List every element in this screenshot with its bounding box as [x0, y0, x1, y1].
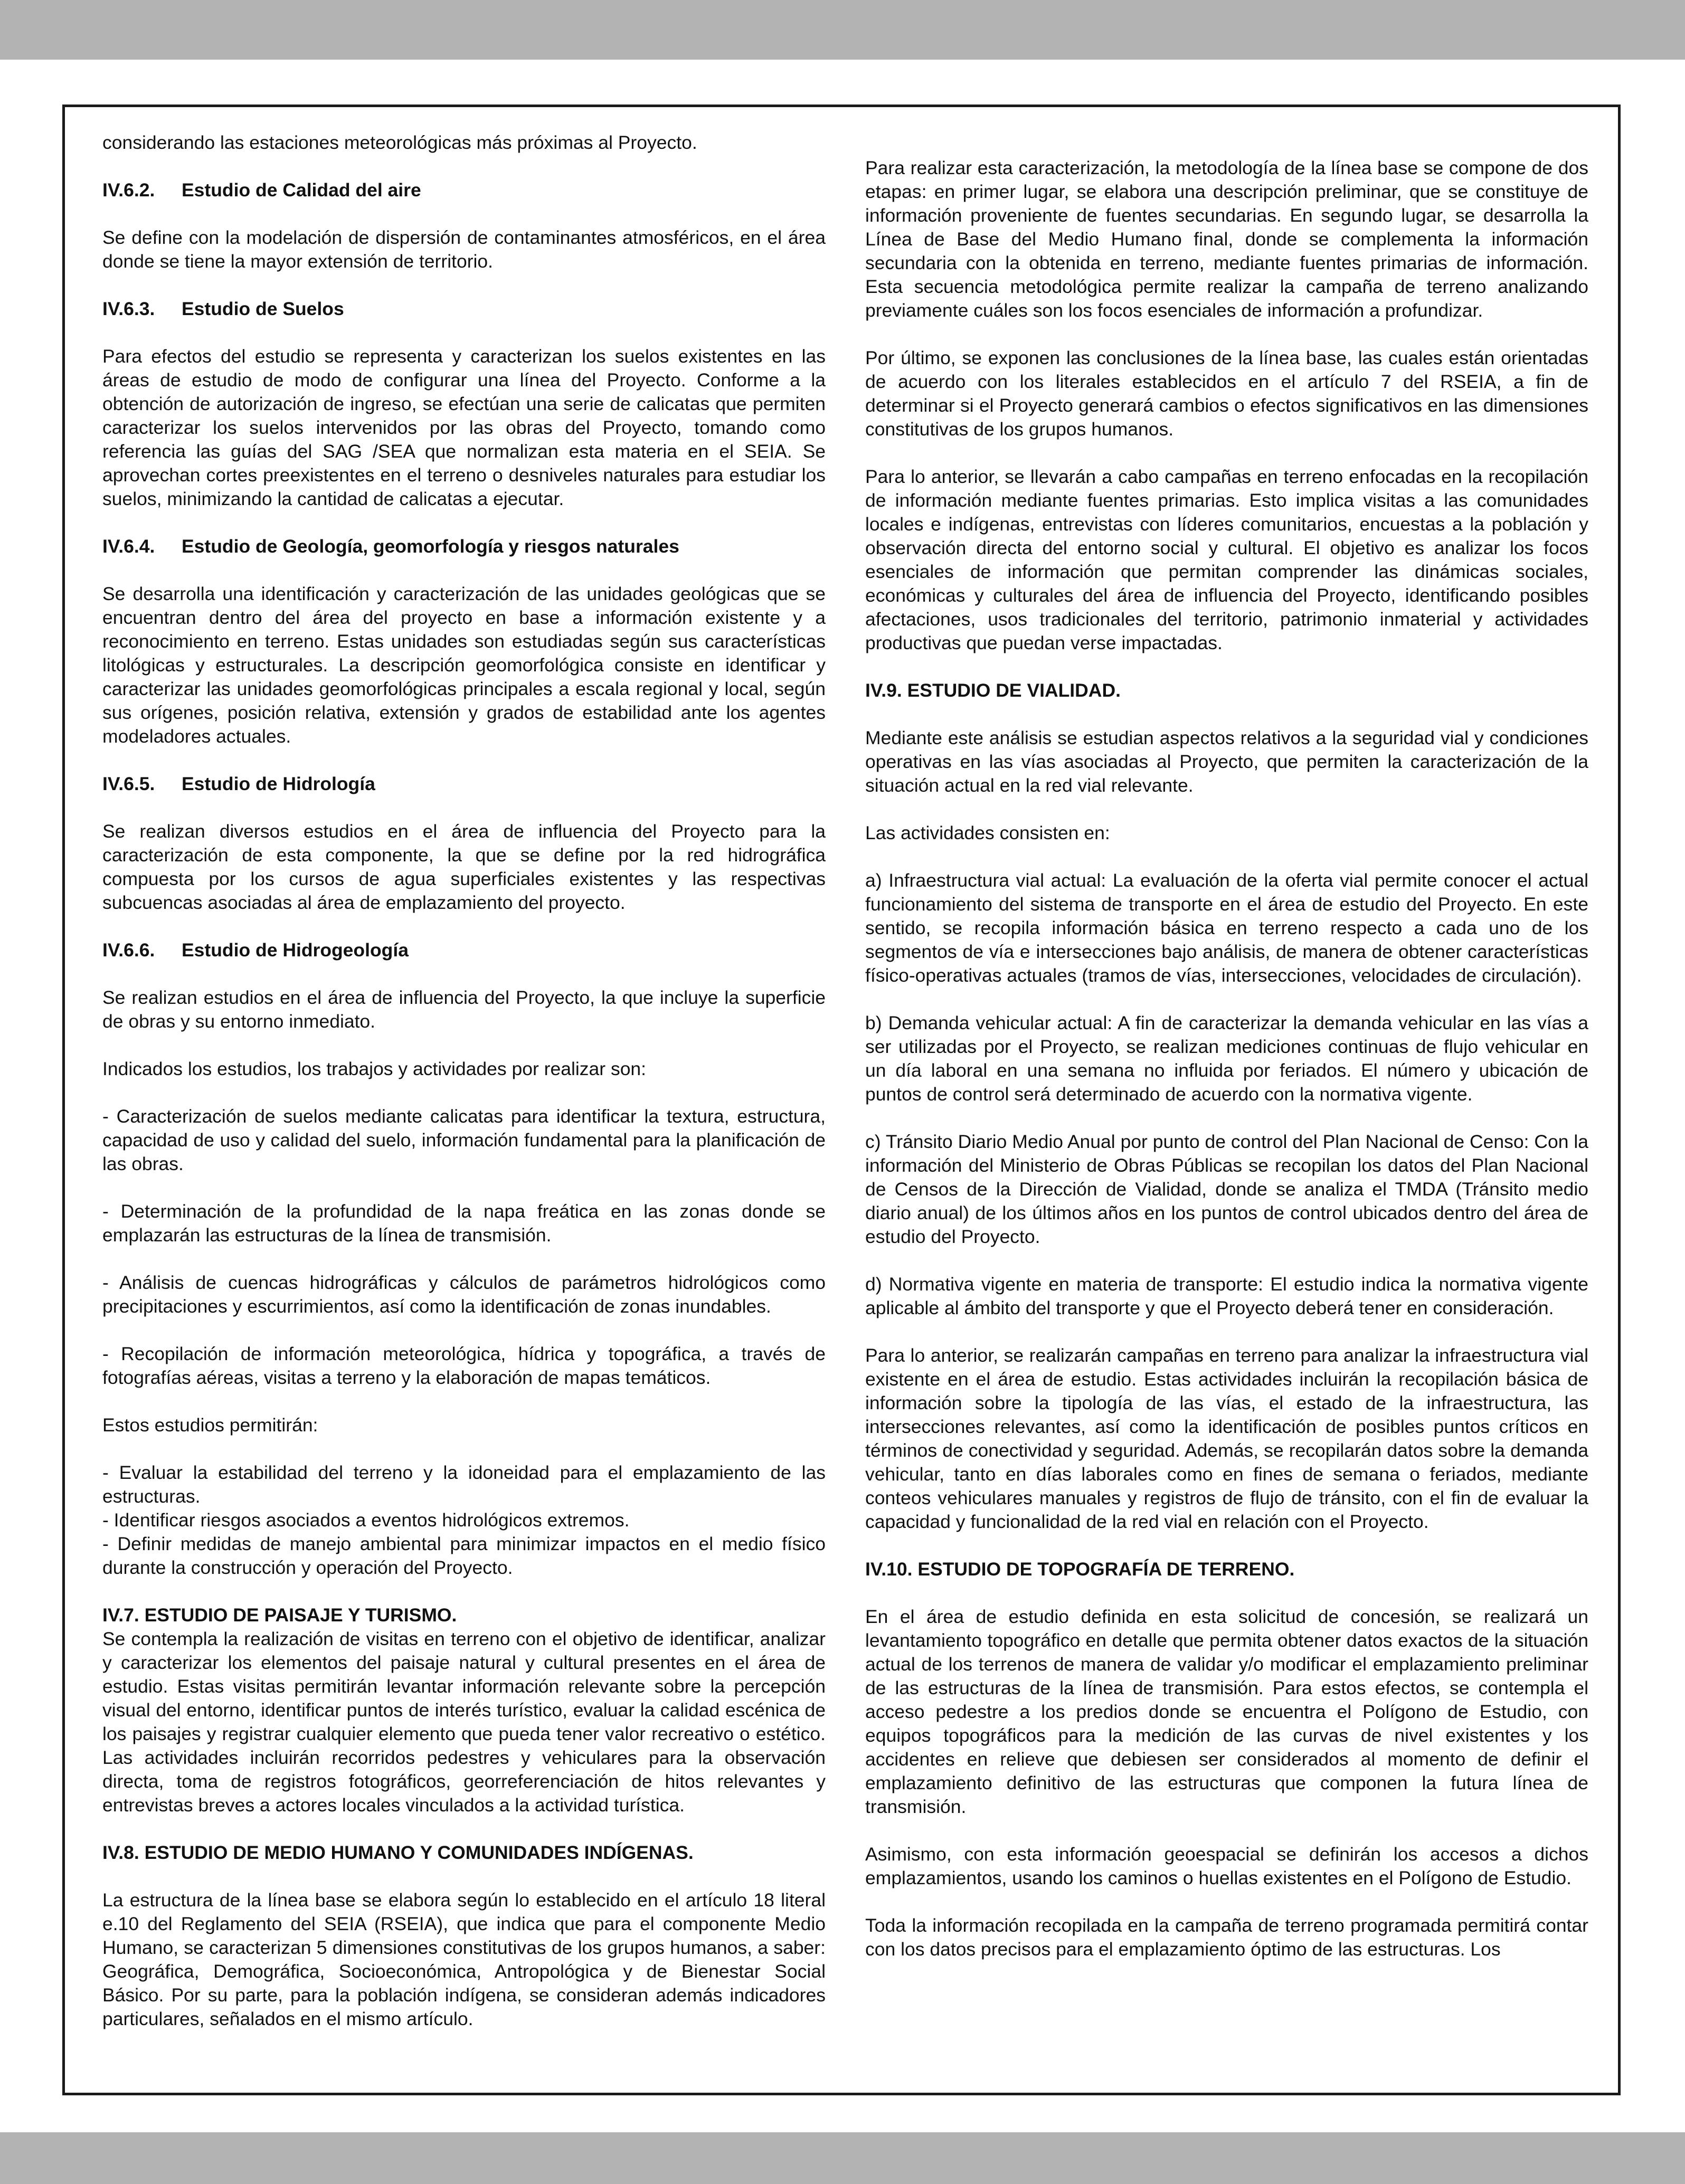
right-column [865, 156, 1588, 1961]
paragraph-field-campaigns: Para lo anterior, se llevarán a cabo campañas en terreno enfocadas en la recopilación de información mediante fuentes primarias. Esto implica visitas a las comunidades locales e indígenas, entrevistas con líderes comunitarios, encuestas a la población y observación directa del entorno social y cultural. El objetivo es analizar los focos esenciales de información que permitan comprender las dinámicas sociales, económicas y culturales del área de influencia del Proyecto, identificando posibles afectaciones, usos tradicionales del territorio, patrimonio inmaterial y actividades productivas que puedan verse impactadas. [865, 466, 1588, 653]
heading-number: IV.6.2. [102, 179, 155, 201]
paragraph-topography: En el área de estudio definida en esta solicitud de concesión, se realizará un levantamiento topográfico en detalle que permita obtener datos exactos de la situación actual de los terrenos de manera de validar y/o modificar el emplazamiento preliminar de las estructuras de la línea de transmisión. Para estos efectos, se contempla el acceso pedestre a los predios donde se encuentra el Polígono de Estudio, con equipos topográficos para la medición de las curvas de nivel existentes y los accidentes en relieve que debiesen ser considerados al momento de definir el emplazamiento definitivo de las estructuras que componen la futura línea de transmisión. [865, 1606, 1588, 1817]
left-column [102, 131, 826, 2031]
heading-landscape-tourism: IV.7. ESTUDIO DE PAISAJE Y TURISMO. [102, 1604, 457, 1626]
paragraph-road-study: Mediante este análisis se estudian aspectos relativos a la seguridad vial y condiciones operativas en las vías asociadas al Proyecto, que permiten la caracterización de la situación actual en la red vial relevante. [865, 727, 1588, 796]
list-item-activity-water-table: - Determinación de la profundidad de la napa freática en las zonas donde se emplazarán las estructuras de la línea de transmisión. [102, 1201, 826, 1246]
heading-air-quality [102, 178, 826, 202]
paragraph-human-environment: La estructura de la línea base se elabora según lo establecido en el artículo 18 literal e.10 del Reglamento del SEIA (RSEIA), que indica que para el componente Medio Humano, se caracterizan 5 dimensiones constitutivas de los grupos humanos, a saber: Geográfica, Demográfica, Socioeconómica, Antropológica y de Bienestar Social Básico. Por su parte, para la población indígena, se consideran además indicadores particulares, señalados en el mismo artículo. [102, 1889, 826, 2029]
list-item-allow-measures: - Definir medidas de manejo ambiental para minimizar impactos en el medio físico durante la construcción y operación del Proyecto. [102, 1533, 826, 1578]
bottom-gray-band [0, 2132, 1685, 2184]
heading-soils [102, 297, 826, 321]
heading-number: IV.6.6. [102, 939, 155, 961]
paragraph-access: Asimismo, con esta información geoespacial se definirán los accesos a dichos emplazamientos, usando los caminos o huellas existentes en el Polígono de Estudio. [865, 1844, 1588, 1888]
heading-geology [102, 535, 826, 558]
paragraph-landscape-tourism: Se contempla la realización de visitas en terreno con el objetivo de identificar, analizar y caracterizar los elementos del paisaje natural y cultural presentes en el área de estudio. Estas visitas permitirán levantar información relevante sobre la percepción visual del entorno, identificar puntos de interés turístico, evaluar la calidad escénica de los paisajes y registrar cualquier elemento que pueda tener valor recreativo o estético. Las actividades incluirán recorridos pedestres y vehiculares para la observación directa, toma de registros fotográficos, georreferenciación de hitos relevantes y entrevistas breves a actores locales vinculados a la actividad turística. [102, 1628, 826, 1816]
paragraph-hydrology: Se realizan diversos estudios en el área de influencia del Proyecto para la caracterización de esta componente, la que se define por la red hidrográfica compuesta por los cursos de agua superficiales existentes y las respectivas subcuencas asociadas al área de emplazamiento del proyecto. [102, 821, 826, 913]
paragraph-intro: considerando las estaciones meteorológicas más próximas al Proyecto. [102, 132, 697, 153]
allow-list [102, 1461, 826, 1580]
paragraph-road-infrastructure: a) Infraestructura vial actual: La evaluación de la oferta vial permite conocer el actual funcionamiento del sistema de transporte en el área de estudio del Proyecto. En este sentido, se recopila información básica en terreno respecto a cada uno de los segmentos de vía e intersecciones bajo análisis, de manera de obtener características físico-operativas actuales (tramos de vías, intersecciones, velocidades de circulación). [865, 870, 1588, 986]
paragraph-activities-intro: Indicados los estudios, los trabajos y actividades por realizar son: [102, 1058, 647, 1079]
paragraph-road-regulation: d) Normativa vigente en materia de transporte: El estudio indica la normativa vigente aplicable al ámbito del transporte y que el Proyecto deberá tener en consideración. [865, 1274, 1588, 1318]
paragraph-air-quality: Se define con la modelación de dispersión de contaminantes atmosféricos, en el área donde se tiene la mayor extensión de territorio. [102, 227, 826, 272]
list-item-activity-soils: - Caracterización de suelos mediante calicatas para identificar la textura, estructura, capacidad de uso y calidad del suelo, información fundamental para la planificación de las obras. [102, 1106, 826, 1174]
paragraph-soils: Para efectos del estudio se representa y caracterizan los suelos existentes en las áreas de estudio de modo de configurar una línea del Proyecto. Conforme a la obtención de autorización de ingreso, se efectúan una serie de calicatas que permiten caracterizar los suelos intervenidos por las obras del Proyecto, tomando como referencia las guías del SAG /SEA que normalizan esta materia en el SEIA. Se aprovechan cortes preexistentes en el terreno o desniveles naturales para estudiar los suelos, minimizando la cantidad de calicatas a ejecutar. [102, 346, 826, 509]
heading-title: Estudio de Geología, geomorfología y riesgos naturales [182, 536, 679, 557]
paragraph-allow-intro: Estos estudios permitirán: [102, 1414, 318, 1436]
list-item-activity-basins: - Análisis de cuencas hidrográficas y cálculos de parámetros hidrológicos como precipitaciones y escurrimientos, así como la identificación de zonas inundables. [102, 1272, 826, 1317]
heading-title: Estudio de Hidrología [182, 773, 375, 794]
list-item-allow-stability: - Evaluar la estabilidad del terreno y la idoneidad para el emplazamiento de las estructuras. [102, 1462, 826, 1507]
paragraph-conclusions: Por último, se exponen las conclusiones de la línea base, las cuales están orientadas de acuerdo con los literales establecidos en el artículo 7 del RSEIA, a fin de determinar si el Proyecto generará cambios o efectos significativos en las dimensiones constitutivas de los grupos humanos. [865, 347, 1588, 440]
heading-number: IV.6.3. [102, 298, 155, 319]
paragraph-road-campaigns: Para lo anterior, se realizarán campañas en terreno para analizar la infraestructura vial existente en el área de estudio. Estas actividades incluirán la recopilación básica de información sobre la tipología de las vías, el estado de la infraestructura, las intersecciones relevantes, así como la identificación de posibles puntos críticos en términos de conectividad y seguridad. Además, se recopilarán datos sobre la demanda vehicular, tanto en días laborales como en fines de semana o feriados, mediante conteos vehiculares manuales y registros de flujo de tránsito, con el fin de evaluar la capacidad y funcionalidad de la red vial en relación con el Proyecto. [865, 1345, 1588, 1532]
heading-hydrology [102, 772, 826, 796]
heading-number: IV.6.4. [102, 536, 155, 557]
list-item-activity-data-collection: - Recopilación de información meteorológica, hídrica y topográfica, a través de fotografías aéreas, visitas a terreno y la elaboración de mapas temáticos. [102, 1343, 826, 1388]
paragraph-road-demand: b) Demanda vehicular actual: A fin de caracterizar la demanda vehicular en las vías a ser utilizadas por el Proyecto, se realizan mediciones continuas de flujo vehicular en un día laboral en una semana no influida por feriados. El número y ubicación de puntos de control será determinado de acuerdo con la normativa vigente. [865, 1012, 1588, 1105]
paragraph-hydrogeology: Se realizan estudios en el área de influencia del Proyecto, la que incluye la superficie de obras y su entorno inmediato. [102, 987, 826, 1032]
paragraph-final: Toda la información recopilada en la campaña de terreno programada permitirá contar con los datos precisos para el emplazamiento óptimo de las estructuras. Los [865, 1915, 1588, 1960]
heading-number: IV.6.5. [102, 773, 155, 794]
heading-human-environment: IV.8. ESTUDIO DE MEDIO HUMANO Y COMUNIDADES INDÍGENAS. [102, 1842, 694, 1863]
heading-topography: IV.10. ESTUDIO DE TOPOGRAFÍA DE TERRENO. [865, 1559, 1295, 1580]
heading-road-study: IV.9. ESTUDIO DE VIALIDAD. [865, 680, 1121, 701]
heading-title: Estudio de Calidad del aire [182, 179, 421, 201]
heading-title: Estudio de Suelos [182, 298, 344, 319]
paragraph-methodology: Para realizar esta caracterización, la metodología de la línea base se compone de dos etapas: en primer lugar, se elabora una descripción preliminar, que se constituye de información proveniente de fuentes secundarias. En segundo lugar, se desarrolla la Línea de Base del Medio Humano final, donde se complementa la información secundaria con la obtenida en terreno, mediante fuentes primarias de información. Esta secuencia metodológica permite realizar la campaña de terreno analizando previamente cuáles son los focos esenciales de información a profundizar. [865, 157, 1588, 321]
heading-title: Estudio de Hidrogeología [182, 939, 409, 961]
heading-hydrogeology [102, 938, 826, 962]
paragraph-road-activities: Las actividades consisten en: [865, 822, 1110, 843]
paragraph-road-tmda: c) Tránsito Diario Medio Anual por punto de control del Plan Nacional de Censo: Con la información del Ministerio de Obras Públicas se recopilan los datos del Plan Nacional de Censos de la Dirección de Vialidad, donde se analiza el TMDA (Tránsito medio diario anual) de los últimos años en los puntos de control ubicados dentro del área de estudio del Proyecto. [865, 1131, 1588, 1247]
list-item-allow-risks: - Identificar riesgos asociados a eventos hidrológicos extremos. [102, 1509, 630, 1531]
top-gray-band [0, 0, 1685, 60]
paragraph-geology: Se desarrolla una identificación y caracterización de las unidades geológicas que se encuentran dentro del área del proyecto en base a información existente y a reconocimiento en terreno. Estas unidades son estudiadas según sus características litológicas y estructurales. La descripción geomorfológica consiste en identificar y caracterizar las unidades geomorfológicas principales a escala regional y local, según sus orígenes, posición relativa, extensión y grados de estabilidad ante los agentes modeladores actuales. [102, 583, 826, 747]
